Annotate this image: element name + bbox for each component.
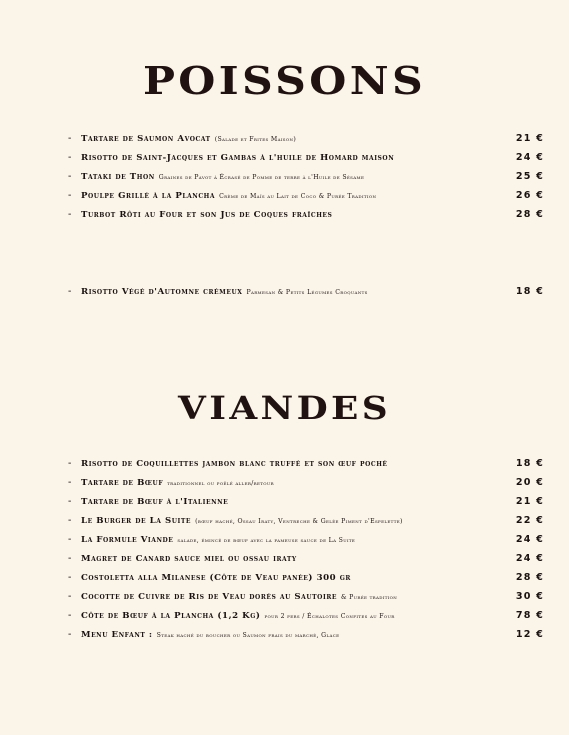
item-name: Tataki de Thon: [81, 172, 155, 182]
section-title-viandes: VIANDES: [178, 389, 391, 427]
item-dash: -: [68, 496, 72, 507]
item-name: Tartare de Saumon Avocat: [81, 134, 211, 144]
item-dash: -: [68, 286, 72, 297]
menu-item: [68, 133, 544, 147]
item-name: Menu Enfant :: [81, 630, 153, 640]
item-price: 21 €: [515, 133, 544, 144]
item-name: La Formule Viande: [81, 535, 174, 545]
item-dash: -: [68, 458, 72, 469]
menu-item: [68, 610, 544, 624]
item-name: Turbot Rôti au Four et son Jus de Coques fraîches: [81, 210, 333, 220]
section-title-poissons: POISSONS: [142, 58, 427, 103]
item-description: salade, émincé de bœuf avec la fameuse sauce de La Suite: [177, 537, 356, 544]
item-price: 26 €: [515, 190, 544, 201]
item-dash: -: [68, 629, 72, 640]
item-name: Tartare de Bœuf à l'Italienne: [81, 497, 229, 507]
item-name: Magret de Canard sauce miel ou ossau iraty: [81, 554, 297, 564]
item-dash: -: [68, 477, 72, 488]
menu-item: [68, 591, 544, 605]
item-name: Risotto de Coquillettes jambon blanc truffé et son œuf poché: [81, 459, 388, 469]
item-name: Risotto Végé d'Automne crémeux: [81, 287, 243, 297]
item-price: 22 €: [515, 515, 544, 526]
item-price: 28 €: [515, 572, 544, 583]
item-price: 18 €: [515, 286, 544, 297]
item-description: pour 2 pers / Échalotes Confites au Four: [264, 613, 395, 620]
item-dash: -: [68, 209, 72, 220]
item-description: Graines de Pavot à Écrasé de Pomme de terre à l'Huile de Sésame: [158, 174, 365, 181]
item-dash: -: [68, 534, 72, 545]
item-price: 28 €: [515, 209, 544, 220]
item-price: 24 €: [515, 553, 544, 564]
item-dash: -: [68, 553, 72, 564]
menu-item: [68, 209, 544, 223]
menu-item: [68, 171, 544, 185]
item-name: Le Burger de La Suite: [81, 516, 192, 526]
item-name: Costoletta alla Milanese (Côte de Veau panée) 300 gr: [81, 573, 351, 583]
item-price: 25 €: [515, 171, 544, 182]
item-price: 20 €: [515, 477, 544, 488]
item-description: traditionnel ou poêlé aller/retour: [167, 480, 274, 487]
item-description: Steak haché du boucher ou Saumon frais du marché, Glace: [156, 632, 340, 639]
menu-item: [68, 286, 544, 300]
menu-item: [68, 553, 544, 567]
item-price: 24 €: [515, 152, 544, 163]
menu-item: [68, 477, 544, 491]
item-description: Parmesan & Petits Légumes Croquants: [246, 289, 368, 296]
item-dash: -: [68, 133, 72, 144]
menu-item: [68, 190, 544, 204]
item-name: Cocotte de Cuivre de Ris de Veau dorés au Sautoire: [81, 592, 337, 602]
menu-item: [68, 534, 544, 548]
item-dash: -: [68, 572, 72, 583]
item-name: Poulpe Grillé à la Plancha: [81, 191, 216, 201]
item-name: Tartare de Bœuf: [81, 478, 164, 488]
menu-item: [68, 629, 544, 643]
item-price: 12 €: [515, 629, 544, 640]
item-description: (Salade et Frites Maison): [214, 136, 297, 143]
menu-item: [68, 458, 544, 472]
item-dash: -: [68, 610, 72, 621]
item-name: Côte de Bœuf à la Plancha (1,2 Kg): [81, 611, 261, 621]
item-price: 30 €: [515, 591, 544, 602]
item-dash: -: [68, 591, 72, 602]
item-dash: -: [68, 515, 72, 526]
item-price: 24 €: [515, 534, 544, 545]
item-description: Crème de Maïs au Lait de Coco & Purée Tradition: [219, 193, 377, 200]
item-dash: -: [68, 152, 72, 163]
menu-item: [68, 496, 544, 510]
item-dash: -: [68, 171, 72, 182]
item-price: 18 €: [515, 458, 544, 469]
menu-item: [68, 572, 544, 586]
item-description: (bœuf haché, Ossau Iraty, Ventreche & Gelée Piment d'Espelette): [195, 518, 403, 525]
item-description: & Purée tradition: [340, 594, 398, 601]
item-name: Risotto de Saint-Jacques et Gambas à l'huile de Homard maison: [81, 153, 395, 163]
menu-item: [68, 515, 544, 529]
item-dash: -: [68, 190, 72, 201]
menu-item: [68, 152, 544, 166]
item-price: 78 €: [515, 610, 544, 621]
item-price: 21 €: [515, 496, 544, 507]
